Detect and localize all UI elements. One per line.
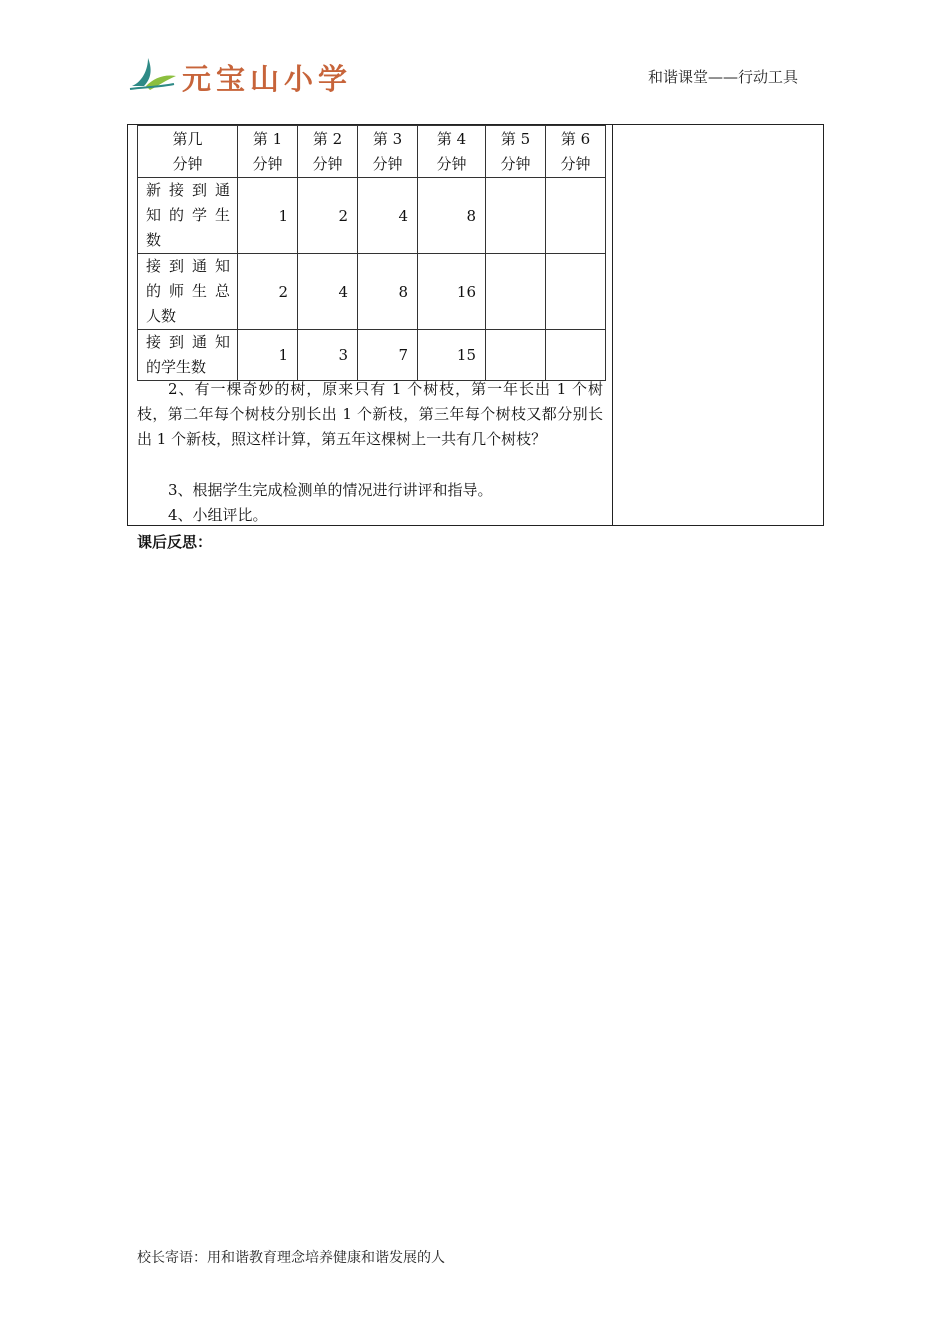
header-cell-minute-1: 第 1 分钟 (238, 126, 298, 178)
table-cell (546, 178, 606, 254)
question-2-text: 2、有一棵奇妙的树，原来只有 1 个树枝，第一年长出 1 个树枝，第二年每个树枝分别长出 1 个新枝，第三年每个树枝又都分别长出 1 个新枝，照这样计算，第五年这棵树上一共有几个树枝？ (137, 380, 603, 448)
reflection-label: 课后反思： (137, 533, 213, 551)
table-cell: 1 (238, 178, 298, 254)
table-row (138, 254, 606, 330)
table-cell: 4 (358, 178, 418, 254)
header-cell-minute-3: 第 3 分钟 (358, 126, 418, 178)
table-cell (486, 254, 546, 330)
header-cell-minute-6: 第 6 分钟 (546, 126, 606, 178)
table-cell: 2 (298, 178, 358, 254)
row-label: 接到通知 的学生数 (138, 330, 238, 381)
table-cell (546, 330, 606, 381)
leaf-logo-icon (128, 56, 178, 92)
header-cell-label: 第几 分钟 (138, 126, 238, 178)
header-cell-minute-4: 第 4 分钟 (418, 126, 486, 178)
table-cell: 1 (238, 330, 298, 381)
row-label: 接到通知 的师生总 人数 (138, 254, 238, 330)
notification-table (137, 125, 606, 381)
header-cell-minute-2: 第 2 分钟 (298, 126, 358, 178)
table-cell: 3 (298, 330, 358, 381)
table-cell (486, 330, 546, 381)
table-cell: 16 (418, 254, 486, 330)
footer-motto: 校长寄语：用和谐教育理念培养健康和谐发展的人 (137, 1250, 445, 1266)
step-4-text: 4、小组评比。 (168, 506, 268, 524)
table-cell (546, 254, 606, 330)
table-cell: 7 (358, 330, 418, 381)
table-row (138, 330, 606, 381)
school-name: 元宝山小学 (182, 62, 353, 96)
table-cell: 4 (298, 254, 358, 330)
table-cell: 8 (418, 178, 486, 254)
table-cell: 8 (358, 254, 418, 330)
table-header-row (138, 126, 606, 178)
table-cell: 2 (238, 254, 298, 330)
table-row (138, 178, 606, 254)
row-label: 新接到通 知的学生 数 (138, 178, 238, 254)
header-cell-minute-5: 第 5 分钟 (486, 126, 546, 178)
table-cell (486, 178, 546, 254)
school-logo (128, 56, 368, 96)
table-cell: 15 (418, 330, 486, 381)
step-3-text: 3、根据学生完成检测单的情况进行讲评和指导。 (168, 481, 493, 499)
header-title: 和谐课堂——行动工具 (648, 68, 799, 86)
column-divider (612, 124, 613, 526)
